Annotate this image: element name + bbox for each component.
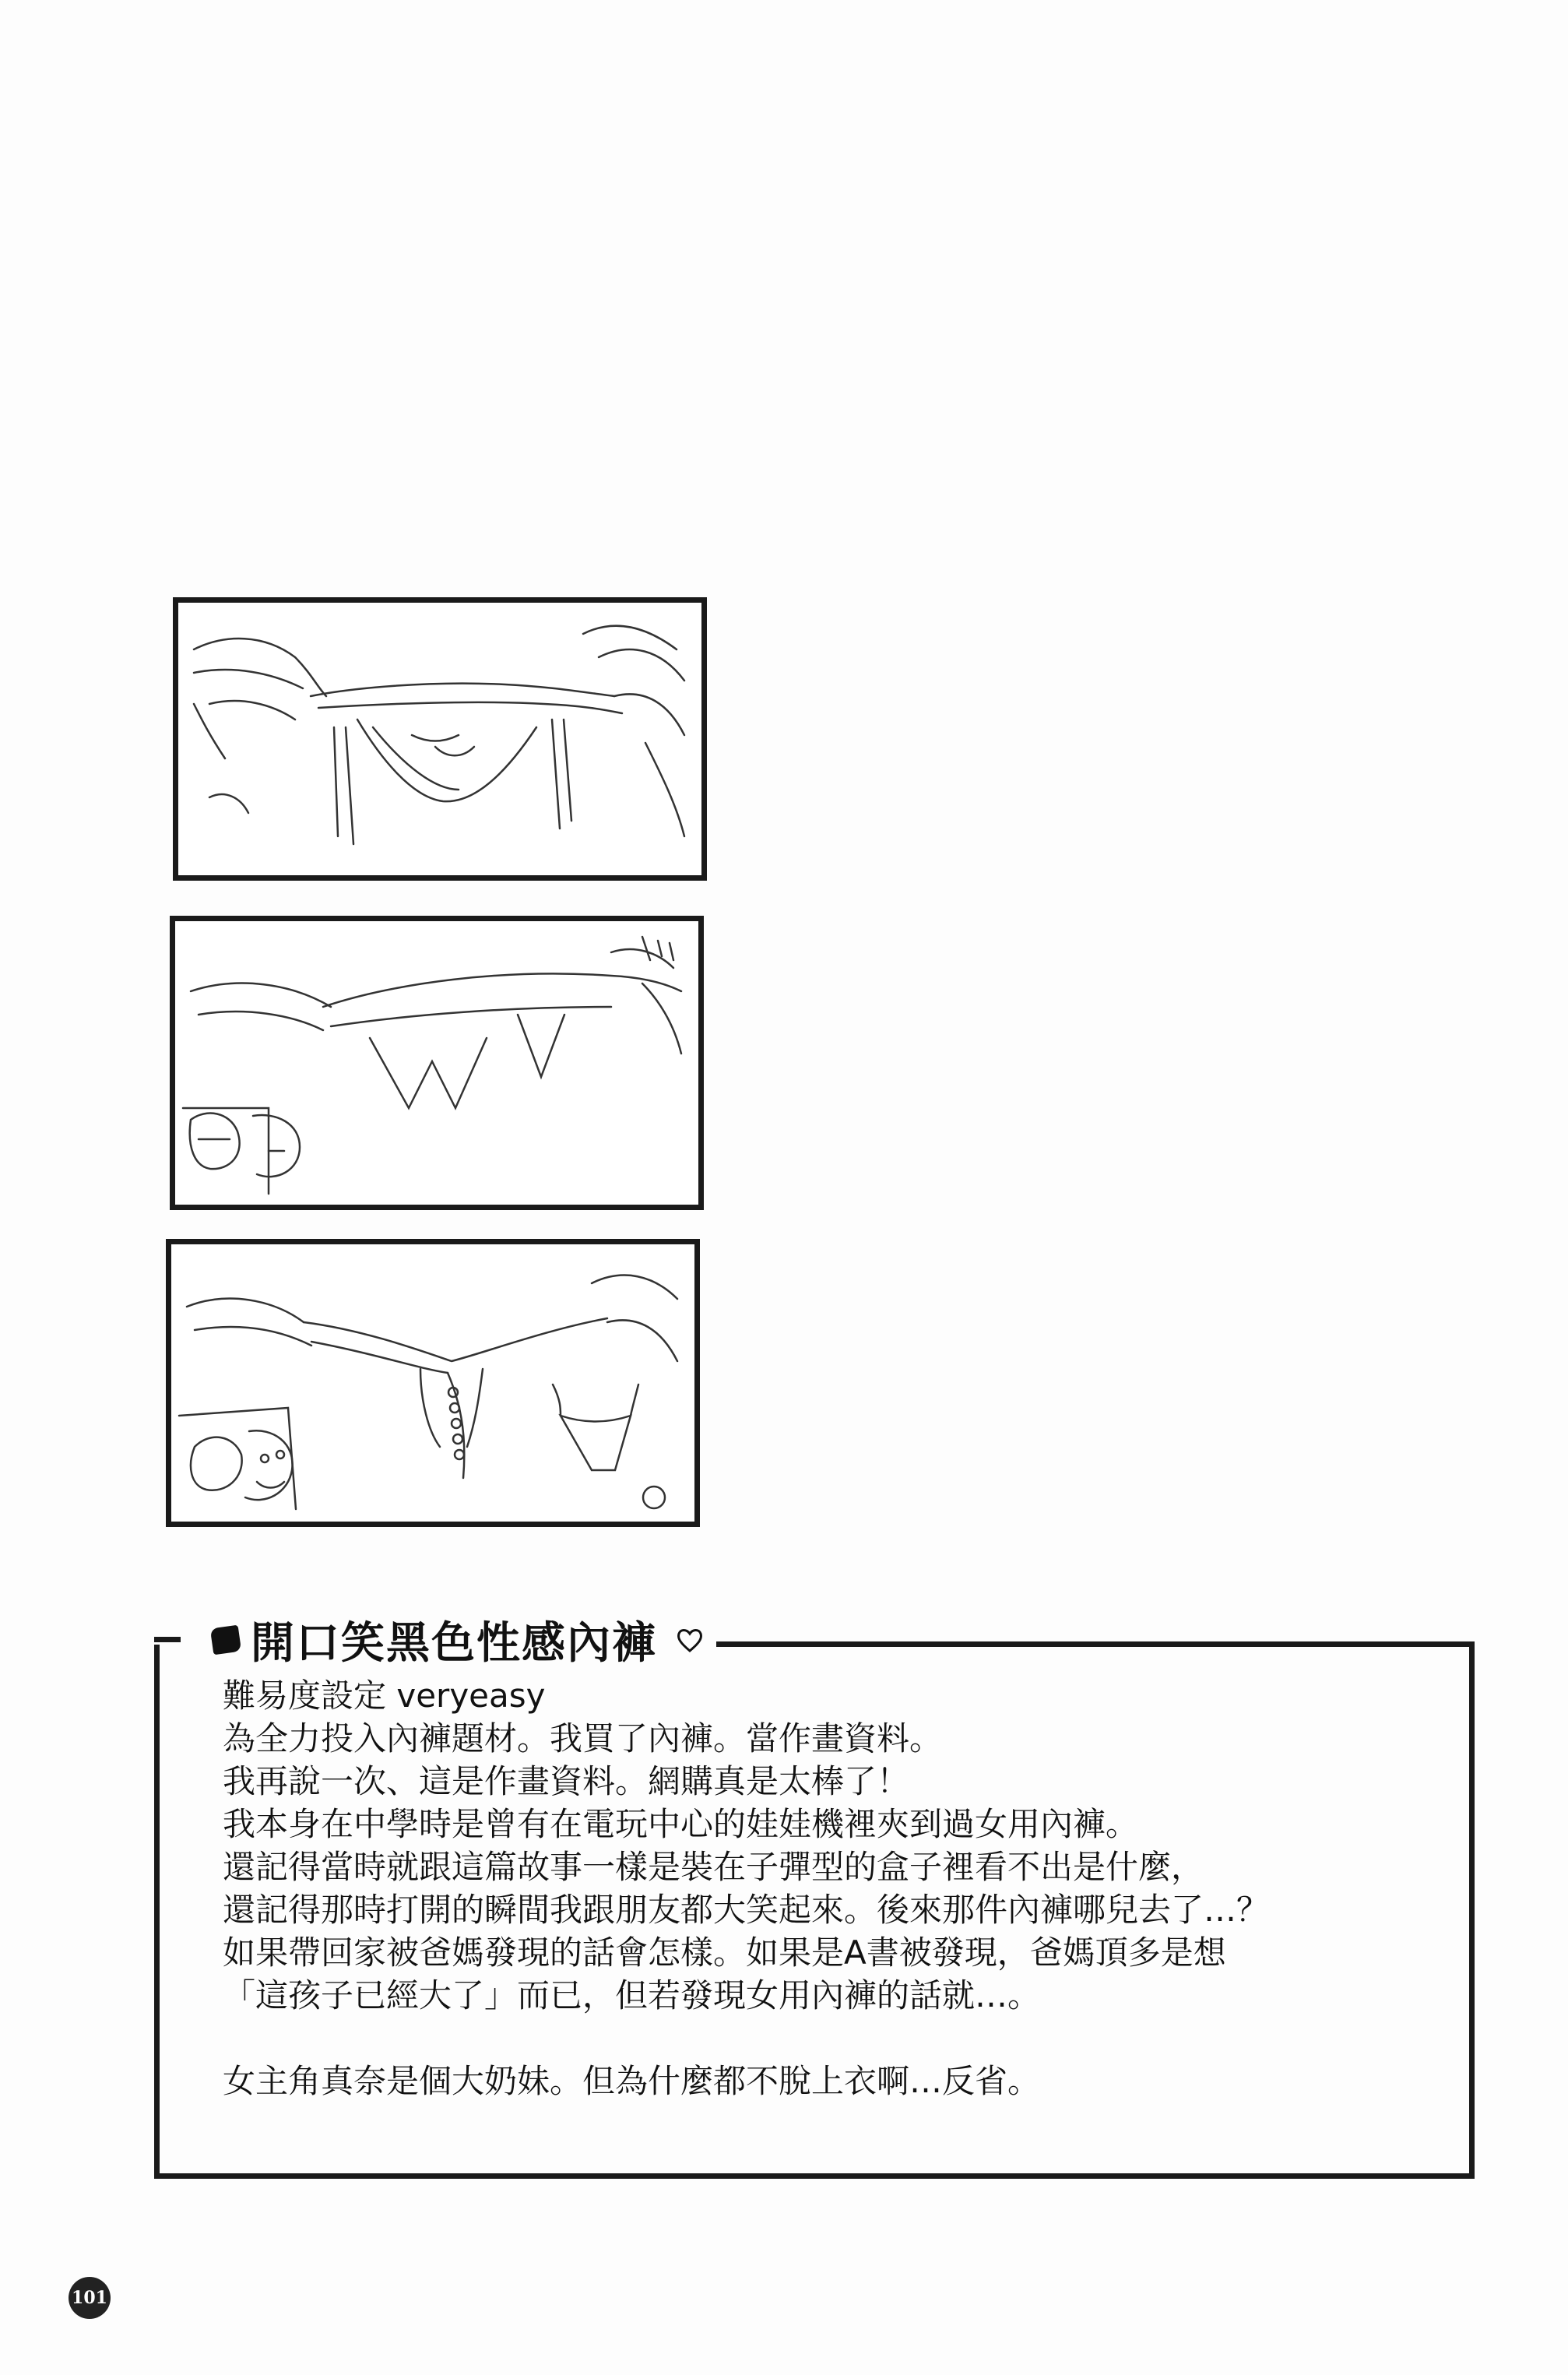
notes-heading-text: 開口笑黑色性感內褲 (251, 1618, 657, 1669)
notes-spacer (223, 2017, 1437, 2060)
notes-heading (212, 1610, 705, 1670)
heart-outline-icon (674, 1624, 705, 1655)
sketch-panel-1 (173, 597, 707, 881)
sketch-panel-2 (170, 916, 704, 1210)
panties-sketch-3 (171, 1244, 694, 1522)
notes-line: 為全力投入內褲題材。我買了內褲。當作畫資料。 (223, 1719, 943, 1758)
panties-sketch-2 (175, 921, 698, 1205)
notes-body (223, 1674, 1437, 2102)
black-blob-icon (210, 1625, 241, 1655)
notes-line: 「這孩子已經大了」而已，但若發現女用內褲的話就…。 (223, 1976, 1041, 2014)
notes-closing-line: 女主角真奈是個大奶妹。但為什麼都不脫上衣啊…反省。 (223, 2062, 1041, 2100)
notes-line: 我再說一次、這是作畫資料。網購真是太棒了！ (223, 1762, 910, 1800)
notes-line: 還記得當時就跟這篇故事一樣是裝在子彈型的盒子裡看不出是什麼， (223, 1848, 1204, 1886)
page-number: 101 (69, 2277, 111, 2319)
panties-sketch-1 (178, 603, 701, 875)
notes-line-difficulty: 難易度設定 veryeasy (223, 1677, 546, 1715)
notes-box-top-left-edge (154, 1637, 181, 1642)
notes-line: 如果帶回家被爸媽發現的話會怎樣。如果是A書被發現，爸媽頂多是想 (223, 1933, 1226, 1972)
notes-line: 還記得那時打開的瞬間我跟朋友都大笑起來。後來那件內褲哪兒去了…？ (223, 1891, 1270, 1929)
sketch-panel-3 (166, 1239, 700, 1527)
notes-line: 我本身在中學時是曾有在電玩中心的娃娃機裡夾到過女用內褲。 (223, 1805, 1139, 1843)
